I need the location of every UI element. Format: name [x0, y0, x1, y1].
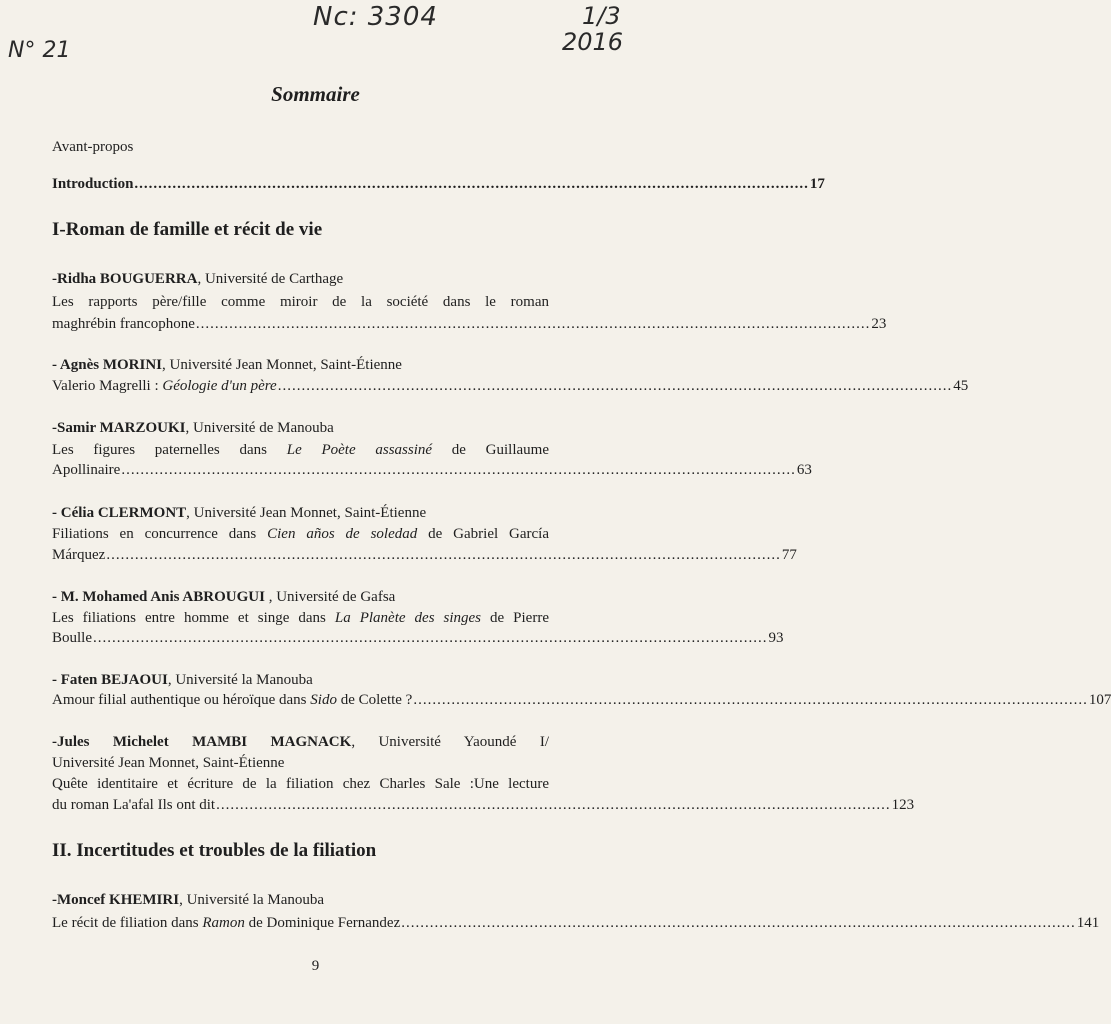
entry-affiliation: , Université de Gafsa: [264, 589, 396, 605]
entry-affiliation: , Université Jean Monnet, Saint-Étienne: [162, 357, 402, 373]
entry-affiliation: , Université de Manouba: [185, 420, 334, 436]
introduction-label: Introduction: [52, 176, 134, 192]
entry-affiliation: , Université Jean Monnet, Saint-Étienne: [186, 505, 427, 521]
entry-title-cont: du roman La'afal Ils ont dit: [52, 797, 216, 813]
introduction-entry: [52, 174, 825, 194]
entry-title: Les filiations entre homme et singe dans La Planète des singes de Pierre: [52, 610, 549, 626]
entry-author: -Moncef KHEMIRI: [52, 892, 180, 908]
entry-title-end: [52, 690, 1111, 710]
entry-title: Les figures paternelles dans Le Poète assassiné de Guillaume: [52, 442, 549, 458]
section-heading-2: II. Incertitudes et troubles de la filiation: [52, 840, 377, 861]
leader-dots: ..............................................................................................................................................: [195, 316, 871, 332]
entry-affiliation: , Université la Manouba: [167, 672, 313, 688]
entry-title-end: [52, 628, 784, 648]
entry-author: - M. Mohamed Anis ABROUGUI: [52, 589, 265, 605]
entry-affiliation-2: Université Jean Monnet, Saint-Étienne: [52, 755, 285, 771]
entry-author-line: [52, 587, 549, 607]
leader-dots: ..............................................................................................................................................: [401, 915, 1076, 931]
page-number: 9: [311, 958, 320, 974]
handwritten-year: 2016: [562, 28, 624, 56]
entry-title-cont: Boulle: [52, 630, 92, 646]
handwritten-fraction: 1/3: [582, 2, 621, 30]
leader-dots: ..............................................................................................................................................: [121, 462, 796, 478]
entry-page: 93: [768, 630, 784, 646]
entry-affiliation: , Université la Manouba: [179, 892, 325, 908]
entry-author: - Faten BEJAOUI: [52, 672, 168, 688]
entry-title-end: [52, 545, 797, 565]
entry-author-line: [52, 732, 549, 752]
entry-author: - Agnès MORINI: [52, 357, 163, 373]
entry-title: Le récit de filiation dans Ramon de Dominique Fernandez: [52, 915, 401, 931]
entry-author: -Jules Michelet MAMBI MAGNACK: [52, 734, 352, 750]
entry-title: Amour filial authentique ou héroïque dans Sido de Colette ?: [52, 692, 413, 708]
entry-author: - Célia CLERMONT: [52, 505, 187, 521]
entry-title: Les rapports père/fille comme miroir de la société dans le roman: [52, 294, 549, 310]
entry-title-end: [52, 460, 812, 480]
entry-page: 77: [781, 547, 797, 563]
entry-page: 63: [796, 462, 812, 478]
avant-propos: Avant-propos: [52, 139, 134, 155]
entry-author-line: [52, 269, 549, 289]
entry-title: Quête identitaire et écriture de la filiation chez Charles Sale :Une lecture: [52, 776, 549, 792]
entry-author-line: [52, 418, 549, 438]
entry-page: 123: [891, 797, 915, 813]
entry-title-end: [52, 795, 915, 815]
entry-page: 107: [1088, 692, 1111, 708]
entry-author: -Ridha BOUGUERRA: [52, 271, 198, 287]
entry-author: -Samir MARZOUKI: [52, 420, 186, 436]
leader-dots: ..............................................................................................................................................: [93, 630, 768, 646]
entry-title-end: [52, 376, 969, 396]
leader-dots: ..............................................................................................................................................: [277, 378, 953, 394]
handwritten-item-number: N° 21: [8, 38, 71, 63]
entry-author-line: [52, 355, 549, 375]
section-heading-1: I-Roman de famille et récit de vie: [52, 219, 323, 240]
entry-title-end: [52, 913, 1100, 933]
introduction-page: 17: [809, 176, 825, 192]
entry-title-cont: Márquez: [52, 547, 106, 563]
entry-page: 23: [871, 316, 887, 332]
leader-dots: ..............................................................................................................................................: [134, 176, 809, 192]
entry-affiliation: , Université Yaoundé I/: [351, 734, 549, 750]
entry-author-line: [52, 670, 549, 690]
entry-title-cont: maghrébin francophone: [52, 316, 195, 332]
entry-title-cont: Apollinaire: [52, 462, 121, 478]
entry-page: 141: [1076, 915, 1100, 931]
entry-title: Valerio Magrelli : Géologie d'un père: [52, 378, 277, 394]
page-title: Sommaire: [271, 82, 360, 106]
leader-dots: ..............................................................................................................................................: [413, 692, 1088, 708]
entry-page: 45: [953, 378, 969, 394]
entry-title: Filiations en concurrence dans Cien años de soledad de Gabriel García: [52, 526, 549, 542]
entry-author-line: [52, 503, 549, 523]
entry-author-line: [52, 890, 549, 910]
leader-dots: ..............................................................................................................................................: [216, 797, 891, 813]
leader-dots: ..............................................................................................................................................: [106, 547, 781, 563]
handwritten-call-number: Nc: 3304: [313, 2, 438, 32]
entry-affiliation: , Université de Carthage: [197, 271, 344, 287]
entry-title-end: [52, 314, 887, 334]
